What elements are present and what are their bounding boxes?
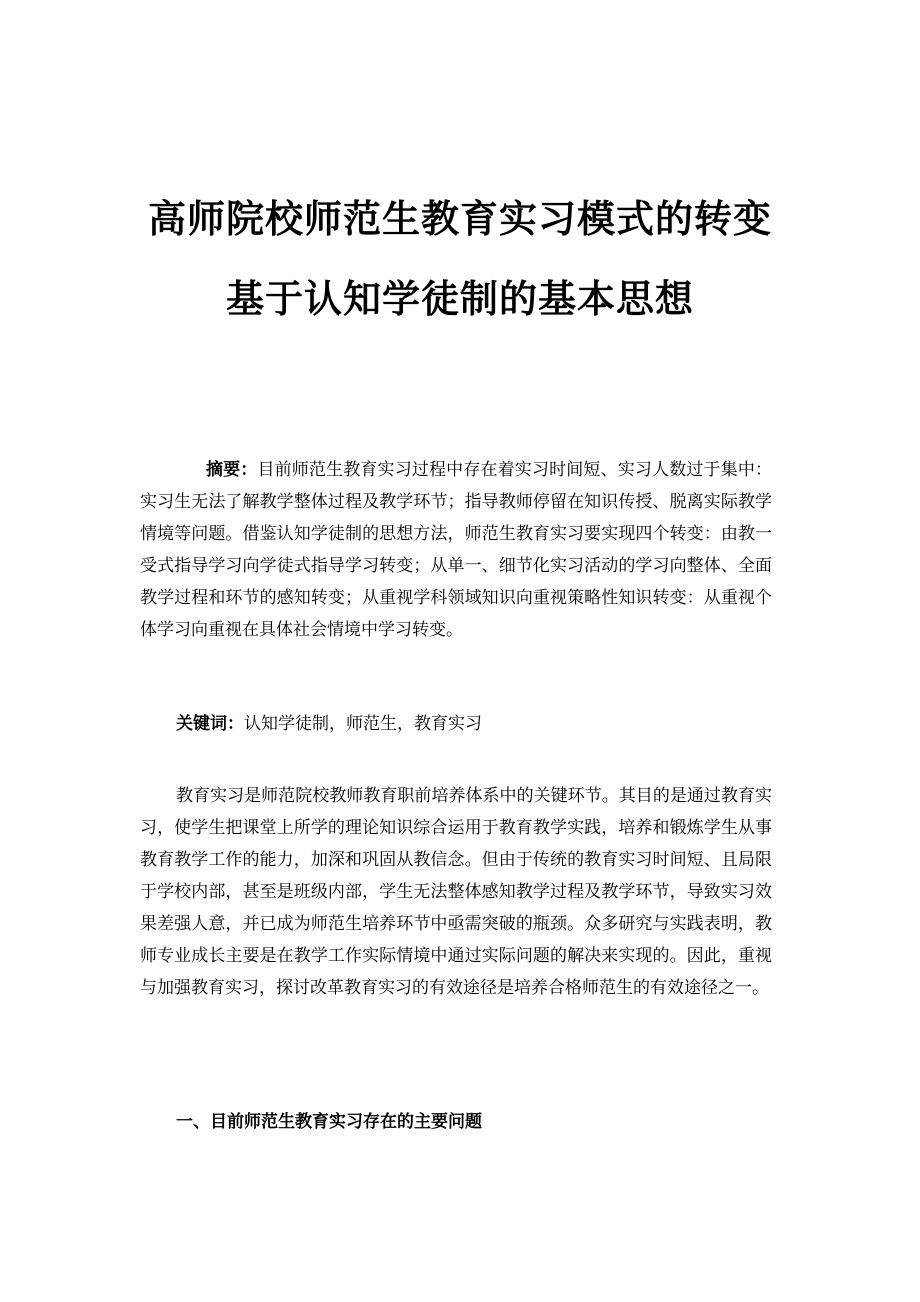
keywords-text: 认知学徒制，师范生，教育实习 — [244, 714, 482, 734]
intro-paragraph: 教育实习是师范院校教师教育职前培养体系中的关键环节。其目的是通过教育实习，使学生把课堂上所学的理论知识综合运用于教育教学实践，培养和锻炼学生从事教育教学工作的能力，加深和巩固从教信念。但由于传统的教育实习时间短、且局限于学校内部，甚至是班级内部，学生无法整体感知教学过程及教学环节，导致实习效果差强人意，并已成为师范生培养环节中亟需突破的瓶颈。众多研究与实践表明，教师专业成长主要是在教学工作实际情境中通过实际问题的解决来实现的。因此，重视与加强教育实习，探讨改革教育实习的有效途径是培养合格师范生的有效途径之一。 — [140, 786, 772, 998]
section-heading: 一、目前师范生教育实习存在的主要问题 — [176, 1112, 482, 1132]
keywords-paragraph — [140, 708, 772, 740]
keywords-label: 关键词： — [176, 714, 244, 734]
abstract-label: 摘要： — [206, 460, 258, 480]
abstract-paragraph — [140, 454, 772, 646]
document-title: 高师院校师范生教育实习模式的转变 — [147, 197, 772, 241]
document-subtitle: 基于认知学徒制的基本思想 — [225, 277, 694, 321]
abstract-text: 目前师范生教育实习过程中存在着实习时间短、实习人数过于集中：实习生无法了解教学整体过程及教学环节；指导教师停留在知识传授、脱离实际教学情境等问题。借鉴认知学徒制的思想方法，师范生教育实习要实现四个转变：由教一受式指导学习向学徒式指导学习转变；从单一、细节化实习活动的学习向整体、全面教学过程和环节的感知转变；从重视学科领域知识向重视策略性知识转变：从重视个体学习向重视在具体社会情境中学习转变。 — [140, 460, 772, 640]
